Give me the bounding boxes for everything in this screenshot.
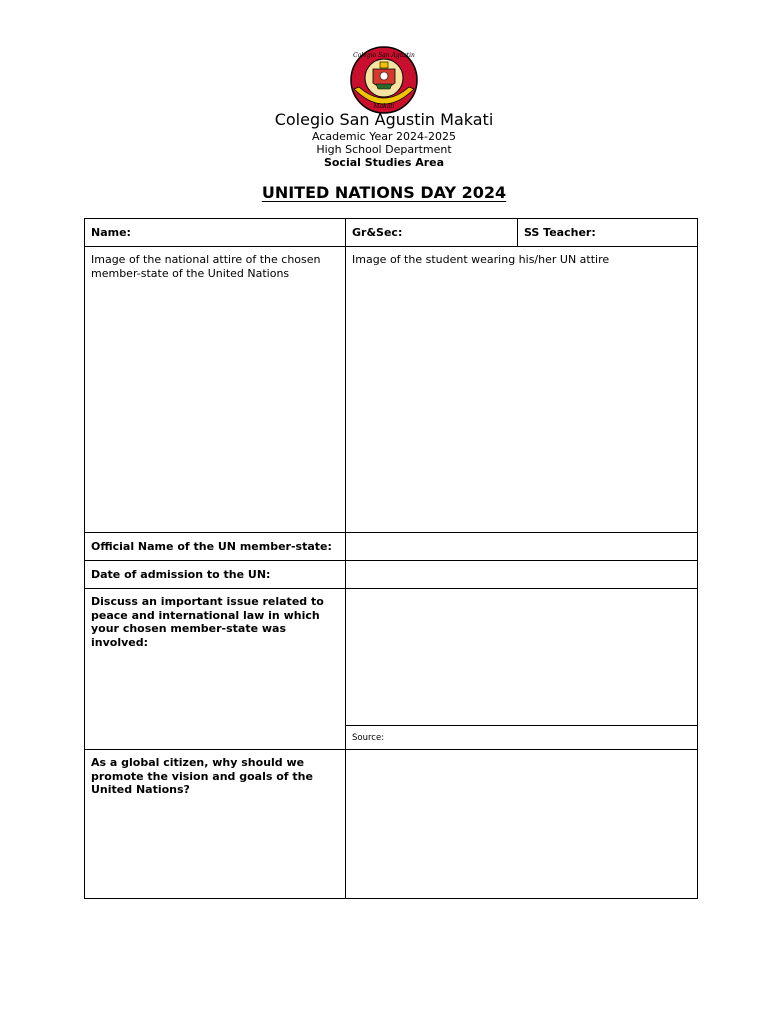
student-prompt: Image of the student wearing his/her UN attire xyxy=(352,253,610,266)
citizen-prompt-cell xyxy=(84,749,346,899)
school-name: Colegio San Agustin Makati xyxy=(274,110,494,129)
logo-lettering-bottom: Makati xyxy=(373,103,395,110)
academic-year: Academic Year 2024-2025 xyxy=(312,130,456,143)
citizen-prompt: As a global citizen, why should we promote the vision and goals of the United Nations? xyxy=(91,756,313,796)
name-label: Name: xyxy=(91,226,131,239)
issue-prompt-cell xyxy=(84,588,346,750)
subject-area: Social Studies Area xyxy=(323,156,445,169)
admission-input[interactable] xyxy=(345,560,698,589)
citizen-answer-box[interactable] xyxy=(345,749,698,899)
admission-label-cell xyxy=(84,560,346,589)
page-title-text: UNITED NATIONS DAY 2024 xyxy=(261,183,507,202)
name-field[interactable] xyxy=(84,218,346,247)
official-name-label: Official Name of the UN member-state: xyxy=(91,540,332,553)
grsec-field[interactable] xyxy=(345,218,518,247)
attire-image-box[interactable] xyxy=(84,246,346,533)
department: High School Department xyxy=(316,143,452,156)
student-image-box[interactable] xyxy=(345,246,698,533)
grsec-label: Gr&Sec: xyxy=(352,226,403,239)
teacher-field[interactable] xyxy=(517,218,698,247)
admission-label: Date of admission to the UN: xyxy=(91,568,271,581)
attire-prompt: Image of the national attire of the chosen member-state of the United Nations xyxy=(91,253,321,280)
issue-answer-box[interactable] xyxy=(345,588,698,726)
teacher-label: SS Teacher: xyxy=(524,226,596,239)
logo-lettering: Colegio San Agustin xyxy=(353,52,415,59)
issue-prompt: Discuss an important issue related to peace and international law in which your chosen member-state was involved: xyxy=(91,595,324,649)
official-name-label-cell xyxy=(84,532,346,561)
source-field[interactable] xyxy=(345,725,698,750)
source-label: Source: xyxy=(352,733,385,743)
official-name-input[interactable] xyxy=(345,532,698,561)
